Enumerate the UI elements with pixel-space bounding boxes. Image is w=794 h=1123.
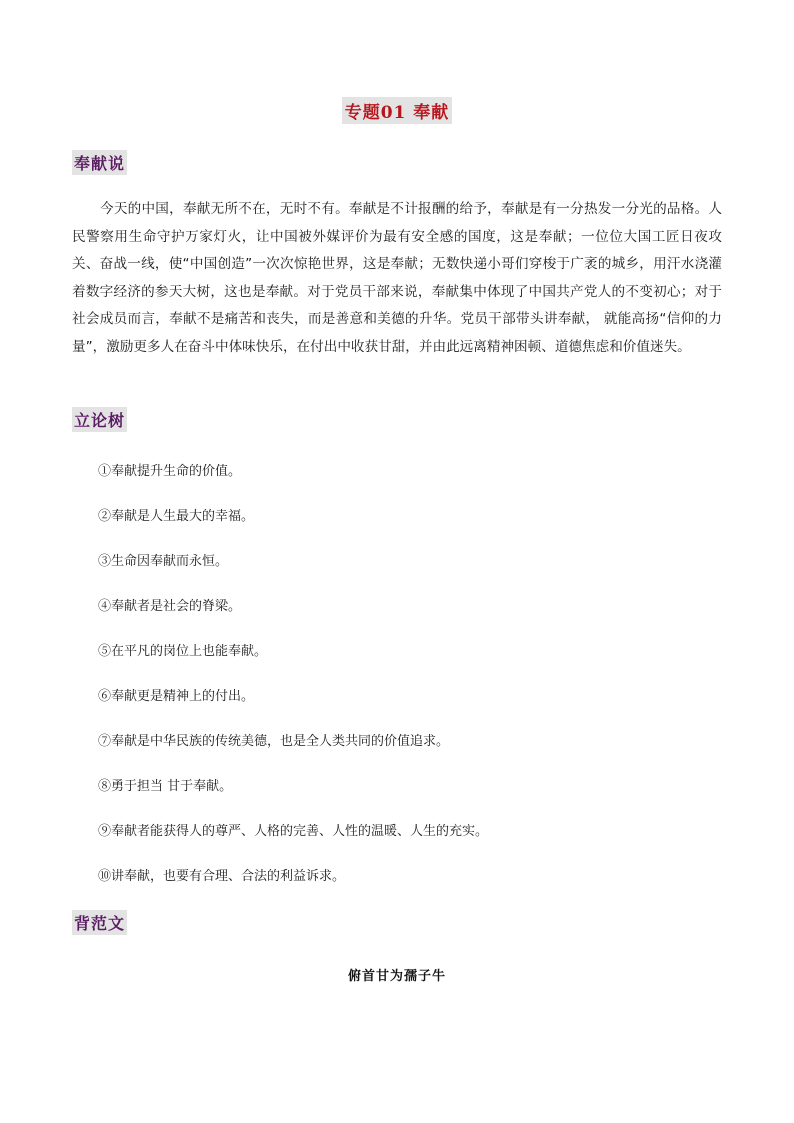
list-item: ①奉献提升生命的价值。 bbox=[98, 464, 242, 479]
page-title bbox=[0, 97, 794, 124]
intro-paragraph: 今天的中国，奉献无所不在，无时不有。奉献是不计报酬的给予，奉献是有一分热发一分光的品格。人民警察用生命守护万家灯火，让中国被外媒评价为最有安全感的国度，这是奉献；一位位大国工匠日夜攻关、奋战一线，使“中国创造”一次次惊艳世界，这是奉献；无数快递小哥们穿梭于广袤的城乡，用汗水浇灌着数字经济的参天大树，这也是奉献。对于党员干部来说，奉献集中体现了中国共产党人的不变初心；对于社会成员而言，奉献不是痛苦和丧失，而是善意和美德的升华。党员干部带头讲奉献， 就能高扬“信仰的力量”，激励更多人在奋斗中体味快乐，在付出中收获甘甜，并由此远离精神困顿、道德焦虑和价值迷失。 bbox=[72, 201, 722, 355]
page-title-text: 专题01 奉献 bbox=[342, 97, 453, 124]
list-item: ⑨奉献者能获得人的尊严、人格的完善、人性的温暖、人生的充实。 bbox=[98, 824, 489, 839]
list-item: ⑦奉献是中华民族的传统美德，也是全人类共同的价值追求。 bbox=[98, 734, 450, 749]
list-item: ⑥奉献更是精神上的付出。 bbox=[98, 689, 255, 704]
list-item: ⑧勇于担当 甘于奉献。 bbox=[98, 779, 233, 794]
argument-list bbox=[98, 462, 488, 912]
list-item: ⑤在平凡的岗位上也能奉献。 bbox=[98, 644, 268, 659]
essay-title: 俯首甘为孺子牛 bbox=[347, 969, 446, 984]
section-heading-beifanwen: 背范文 bbox=[72, 910, 127, 935]
section-heading-lilunshu: 立论树 bbox=[72, 407, 127, 432]
section-heading-fengxianshuo: 奉献说 bbox=[72, 150, 127, 175]
intro-paragraph-block bbox=[72, 196, 722, 362]
list-item: ③生命因奉献而永恒。 bbox=[98, 554, 229, 569]
list-item: ④奉献者是社会的脊梁。 bbox=[98, 599, 242, 614]
list-item: ②奉献是人生最大的幸福。 bbox=[98, 509, 255, 524]
list-item: ⑩讲奉献，也要有合理、合法的利益诉求。 bbox=[98, 869, 346, 884]
